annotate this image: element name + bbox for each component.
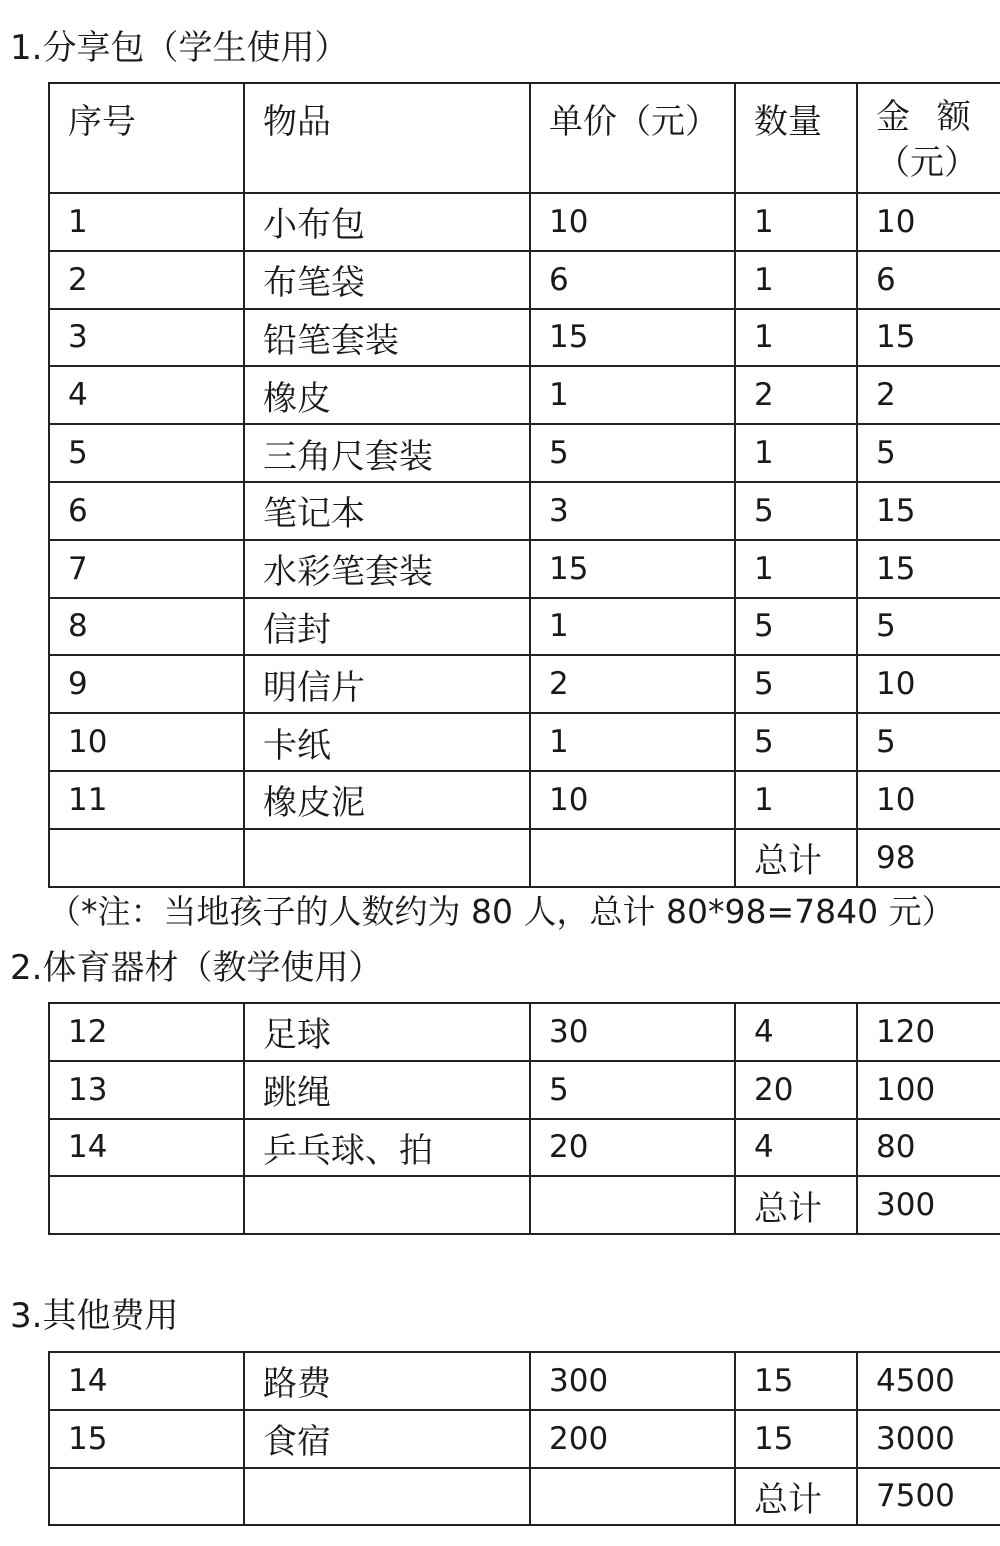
quantity-cell: 1 (735, 540, 857, 598)
table-row (49, 713, 1000, 771)
amount-cell: 10 (857, 655, 1000, 713)
amount-cell: 3000 (857, 1410, 1000, 1468)
share-pack-table (48, 82, 1000, 888)
quantity-cell: 15 (735, 1410, 857, 1468)
unit-price-cell: 5 (530, 1061, 735, 1119)
table-row (49, 1061, 1000, 1119)
total-label: 总计 (735, 829, 857, 887)
amount-cell: 15 (857, 482, 1000, 540)
header-amount (857, 83, 1000, 193)
total-row (49, 1468, 1000, 1526)
header-amount-label: 金 额 (876, 97, 979, 137)
quantity-cell: 5 (735, 598, 857, 656)
table-row (49, 482, 1000, 540)
quantity-cell: 2 (735, 366, 857, 424)
quantity-cell: 1 (735, 424, 857, 482)
amount-cell: 80 (857, 1119, 1000, 1177)
amount-cell: 10 (857, 193, 1000, 251)
item-name-cell: 水彩笔套装 (244, 540, 530, 598)
item-name-cell: 布笔袋 (244, 251, 530, 309)
empty-cell (244, 829, 530, 887)
amount-cell: 5 (857, 598, 1000, 656)
unit-price-cell: 1 (530, 713, 735, 771)
total-label: 总计 (735, 1468, 857, 1526)
header-unit-price: 单价（元） (530, 83, 735, 193)
sports-equipment-table (48, 1002, 1000, 1235)
amount-cell: 5 (857, 424, 1000, 482)
unit-price-cell: 3 (530, 482, 735, 540)
index-cell: 12 (49, 1003, 244, 1061)
unit-price-cell: 15 (530, 540, 735, 598)
index-cell: 8 (49, 598, 244, 656)
item-name-cell: 三角尺套装 (244, 424, 530, 482)
total-row (49, 1176, 1000, 1234)
section2-title: 2.体育器材（教学使用） (10, 948, 383, 988)
item-name-cell: 乒乓球、拍 (244, 1119, 530, 1177)
header-item: 物品 (244, 83, 530, 193)
table-row (49, 1119, 1000, 1177)
index-cell: 13 (49, 1061, 244, 1119)
table-row (49, 424, 1000, 482)
header-quantity: 数量 (735, 83, 857, 193)
index-cell: 5 (49, 424, 244, 482)
empty-cell (530, 829, 735, 887)
total-label: 总计 (735, 1176, 857, 1234)
item-name-cell: 卡纸 (244, 713, 530, 771)
index-cell: 3 (49, 309, 244, 367)
empty-cell (244, 1176, 530, 1234)
item-name-cell: 明信片 (244, 655, 530, 713)
unit-price-cell: 30 (530, 1003, 735, 1061)
unit-price-cell: 10 (530, 193, 735, 251)
empty-cell (530, 1468, 735, 1526)
unit-price-cell: 200 (530, 1410, 735, 1468)
index-cell: 6 (49, 482, 244, 540)
section3-title: 3.其他费用 (10, 1296, 179, 1336)
table-row (49, 193, 1000, 251)
table-row (49, 309, 1000, 367)
amount-cell: 120 (857, 1003, 1000, 1061)
table-row (49, 366, 1000, 424)
total-value: 7500 (857, 1468, 1000, 1526)
quantity-cell: 20 (735, 1061, 857, 1119)
header-amount-unit: （元） (876, 143, 978, 183)
empty-cell (49, 1468, 244, 1526)
unit-price-cell: 15 (530, 309, 735, 367)
unit-price-cell: 20 (530, 1119, 735, 1177)
index-cell: 14 (49, 1352, 244, 1410)
table-row (49, 251, 1000, 309)
section1-title: 1.分享包（学生使用） (10, 28, 349, 68)
index-cell: 15 (49, 1410, 244, 1468)
index-cell: 7 (49, 540, 244, 598)
header-index: 序号 (49, 83, 244, 193)
empty-cell (49, 829, 244, 887)
index-cell: 14 (49, 1119, 244, 1177)
quantity-cell: 15 (735, 1352, 857, 1410)
unit-price-cell: 5 (530, 424, 735, 482)
unit-price-cell: 10 (530, 771, 735, 829)
note-text: （*注：当地孩子的人数约为 80 人，总计 80*98=7840 元） (48, 892, 955, 931)
quantity-cell: 1 (735, 193, 857, 251)
quantity-cell: 1 (735, 251, 857, 309)
amount-cell: 4500 (857, 1352, 1000, 1410)
index-cell: 1 (49, 193, 244, 251)
index-cell: 2 (49, 251, 244, 309)
item-name-cell: 足球 (244, 1003, 530, 1061)
empty-cell (530, 1176, 735, 1234)
amount-cell: 5 (857, 713, 1000, 771)
other-expenses-table (48, 1351, 1000, 1526)
index-cell: 10 (49, 713, 244, 771)
item-name-cell: 小布包 (244, 193, 530, 251)
amount-cell: 2 (857, 366, 1000, 424)
unit-price-cell: 2 (530, 655, 735, 713)
total-value: 300 (857, 1176, 1000, 1234)
quantity-cell: 5 (735, 482, 857, 540)
empty-cell (244, 1468, 530, 1526)
empty-cell (49, 1176, 244, 1234)
unit-price-cell: 1 (530, 366, 735, 424)
index-cell: 11 (49, 771, 244, 829)
amount-cell: 15 (857, 309, 1000, 367)
quantity-cell: 1 (735, 771, 857, 829)
item-name-cell: 路费 (244, 1352, 530, 1410)
table-row (49, 598, 1000, 656)
item-name-cell: 铅笔套装 (244, 309, 530, 367)
item-name-cell: 食宿 (244, 1410, 530, 1468)
quantity-cell: 1 (735, 309, 857, 367)
total-row (49, 829, 1000, 887)
item-name-cell: 笔记本 (244, 482, 530, 540)
item-name-cell: 橡皮 (244, 366, 530, 424)
amount-cell: 10 (857, 771, 1000, 829)
quantity-cell: 5 (735, 655, 857, 713)
table-header-row (49, 83, 1000, 193)
item-name-cell: 橡皮泥 (244, 771, 530, 829)
table-row (49, 1410, 1000, 1468)
quantity-cell: 5 (735, 713, 857, 771)
item-name-cell: 信封 (244, 598, 530, 656)
table-row (49, 771, 1000, 829)
quantity-cell: 4 (735, 1003, 857, 1061)
index-cell: 4 (49, 366, 244, 424)
index-cell: 9 (49, 655, 244, 713)
table-row (49, 1352, 1000, 1410)
table-row (49, 540, 1000, 598)
amount-cell: 6 (857, 251, 1000, 309)
unit-price-cell: 300 (530, 1352, 735, 1410)
item-name-cell: 跳绳 (244, 1061, 530, 1119)
total-value: 98 (857, 829, 1000, 887)
table-row (49, 1003, 1000, 1061)
amount-cell: 100 (857, 1061, 1000, 1119)
quantity-cell: 4 (735, 1119, 857, 1177)
amount-cell: 15 (857, 540, 1000, 598)
table-row (49, 655, 1000, 713)
unit-price-cell: 6 (530, 251, 735, 309)
unit-price-cell: 1 (530, 598, 735, 656)
